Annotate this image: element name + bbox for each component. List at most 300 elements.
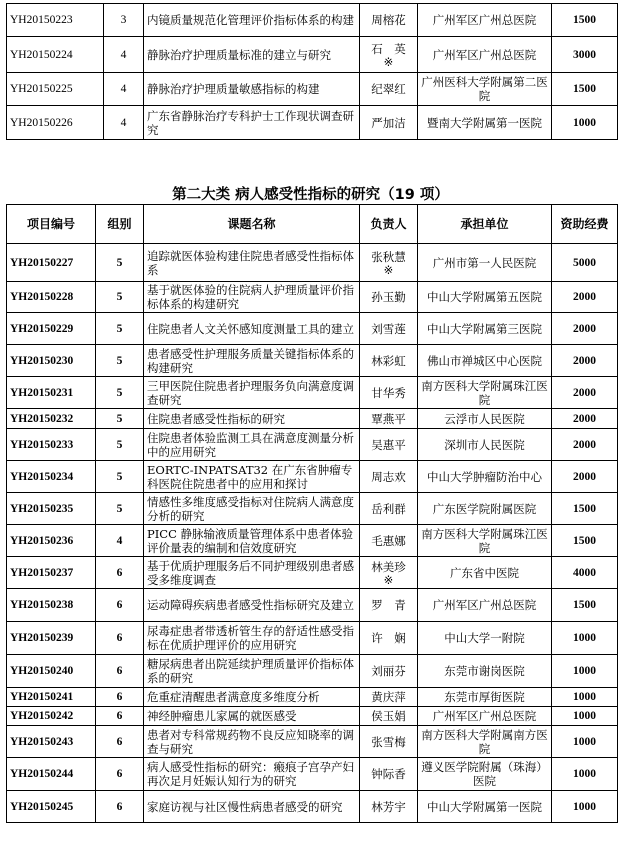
cell-owner bbox=[360, 429, 418, 461]
code-text: YH20150235 bbox=[10, 502, 74, 515]
cell-code bbox=[7, 461, 96, 493]
code-text: YH20150230 bbox=[10, 354, 74, 367]
owner-mark: ※ bbox=[383, 262, 394, 277]
cell-code bbox=[7, 409, 96, 429]
cell-group bbox=[96, 557, 144, 589]
unit-text: 中山大学附属第一医院 bbox=[427, 799, 542, 814]
code-text: YH20150229 bbox=[10, 322, 74, 335]
table-row bbox=[7, 313, 618, 345]
owner-text: 许 娴 bbox=[371, 631, 406, 645]
group-text: 4 bbox=[116, 534, 123, 547]
table-row bbox=[7, 345, 618, 377]
name-text: 家庭访视与社区慢性病患者感受的研究 bbox=[147, 799, 343, 814]
owner-text: 钟际香 bbox=[371, 767, 406, 781]
group-text: 5 bbox=[116, 412, 123, 425]
group-text: 5 bbox=[116, 354, 123, 367]
fund-text: 1000 bbox=[573, 691, 596, 703]
owner-text: 石 英 bbox=[371, 41, 406, 56]
cell-name bbox=[144, 409, 360, 429]
group-text: 6 bbox=[116, 632, 123, 644]
cell-unit bbox=[418, 655, 552, 688]
group-text: 6 bbox=[116, 691, 123, 703]
cell-unit bbox=[418, 313, 552, 345]
cell-name bbox=[144, 282, 360, 313]
cell-owner bbox=[360, 655, 418, 688]
owner-text: 周榕花 bbox=[371, 13, 406, 27]
fund-text: 2000 bbox=[573, 470, 596, 483]
cell-name bbox=[144, 557, 360, 589]
cell-fund bbox=[552, 37, 618, 73]
cell-unit bbox=[418, 791, 552, 823]
cell-fund bbox=[552, 461, 618, 493]
cell-group bbox=[104, 106, 144, 140]
cell-fund bbox=[552, 758, 618, 791]
owner-text: 覃燕平 bbox=[371, 411, 406, 426]
unit-text: 云浮市人民医院 bbox=[444, 411, 525, 426]
group-text: 6 bbox=[116, 665, 123, 677]
unit-text: 东莞市厚街医院 bbox=[444, 690, 525, 704]
name-text: EORTC-INPATSAT32 在广东省肿瘤专科医院住院患者中的应用和探讨 bbox=[147, 462, 353, 491]
name-text: PICC 静脉输液质量管理体系中患者体验评价量表的编制和信效度研究 bbox=[147, 526, 354, 555]
cell-unit bbox=[418, 106, 552, 140]
fund-text: 2000 bbox=[573, 354, 596, 367]
cell-code bbox=[7, 73, 104, 106]
fund-text: 1500 bbox=[573, 599, 596, 611]
owner-mark: ※ bbox=[383, 54, 394, 69]
owner-text: 林彩虹 bbox=[371, 353, 406, 368]
unit-text: 中山大学附属第三医院 bbox=[427, 321, 542, 336]
name-text: 糖尿病患者出院延续护理质量评价指标体系的研究 bbox=[147, 657, 354, 685]
cell-owner bbox=[360, 244, 418, 282]
cell-name bbox=[144, 73, 360, 106]
table-row bbox=[7, 688, 618, 707]
code-text: YH20150234 bbox=[10, 470, 74, 483]
fund-text: 1000 bbox=[573, 710, 596, 722]
cell-code bbox=[7, 688, 96, 707]
group-text: 5 bbox=[116, 438, 123, 451]
cell-fund bbox=[552, 4, 618, 37]
table-row bbox=[7, 493, 618, 525]
owner-text: 纪翠红 bbox=[371, 82, 406, 96]
fund-text: 1500 bbox=[573, 14, 596, 26]
cell-code bbox=[7, 655, 96, 688]
unit-text: 广州军区广州总医院 bbox=[432, 47, 537, 62]
owner-text: 周志欢 bbox=[371, 469, 406, 484]
cell-code bbox=[7, 244, 96, 282]
cell-group bbox=[96, 282, 144, 313]
owner-text: 黄庆萍 bbox=[371, 690, 406, 704]
cell-fund bbox=[552, 622, 618, 655]
cell-unit bbox=[418, 73, 552, 106]
cell-group bbox=[104, 4, 144, 37]
cell-unit bbox=[418, 525, 552, 557]
cell-group bbox=[96, 525, 144, 557]
cell-group bbox=[96, 377, 144, 409]
cell-group bbox=[96, 726, 144, 758]
unit-text: 深圳市人民医院 bbox=[444, 437, 525, 452]
cell-group bbox=[96, 758, 144, 791]
fund-text: 1000 bbox=[573, 116, 596, 129]
group-text: 6 bbox=[116, 800, 123, 813]
cell-group bbox=[96, 409, 144, 429]
header-unit: 承担单位 bbox=[418, 205, 552, 244]
name-text: 病人感受性指标的研究：瘢痕子宫孕产妇再次足月妊娠认知行为的研究 bbox=[147, 760, 354, 788]
table-header-row bbox=[7, 205, 618, 244]
cell-owner bbox=[360, 791, 418, 823]
group-text: 5 bbox=[116, 256, 123, 269]
group-text: 5 bbox=[116, 386, 123, 399]
code-text: YH20150239 bbox=[10, 632, 74, 644]
unit-text: 中山大学附属第五医院 bbox=[427, 290, 542, 304]
table-row bbox=[7, 589, 618, 622]
name-text: 患者对专科常规药物不良反应知晓率的调查与研究 bbox=[147, 727, 354, 756]
cell-owner bbox=[360, 525, 418, 557]
cell-group bbox=[96, 589, 144, 622]
table-row bbox=[7, 622, 618, 655]
name-text: 广东省静脉治疗专科护士工作现状调查研究 bbox=[147, 108, 354, 137]
code-text: YH20150228 bbox=[10, 291, 74, 303]
cell-owner bbox=[360, 4, 418, 37]
owner-text: 刘雪莲 bbox=[371, 321, 406, 336]
cell-fund bbox=[552, 282, 618, 313]
name-text: 追踪就医体验构建住院患者感受性指标体系 bbox=[147, 248, 354, 277]
cell-name bbox=[144, 4, 360, 37]
cell-group bbox=[104, 73, 144, 106]
name-text: 住院患者人文关怀感知度测量工具的建立 bbox=[147, 321, 354, 336]
name-text: 内镜质量规范化管理评价指标体系的构建 bbox=[147, 13, 354, 27]
unit-text: 东莞市谢岗医院 bbox=[444, 664, 525, 678]
cell-name bbox=[144, 791, 360, 823]
cell-name bbox=[144, 707, 360, 726]
cell-fund bbox=[552, 557, 618, 589]
fund-text: 2000 bbox=[573, 438, 596, 451]
fund-text: 1000 bbox=[573, 800, 596, 813]
cell-fund bbox=[552, 655, 618, 688]
cell-group bbox=[96, 622, 144, 655]
code-text: YH20150231 bbox=[10, 386, 74, 399]
cell-name bbox=[144, 525, 360, 557]
cell-owner bbox=[360, 313, 418, 345]
table-row bbox=[7, 726, 618, 758]
fund-text: 1000 bbox=[573, 665, 596, 677]
cell-fund bbox=[552, 106, 618, 140]
cell-code bbox=[7, 557, 96, 589]
cell-unit bbox=[418, 282, 552, 313]
code-text: YH20150240 bbox=[10, 665, 74, 677]
fund-text: 2000 bbox=[573, 291, 596, 303]
owner-text: 吴惠平 bbox=[371, 437, 406, 452]
cell-name bbox=[144, 313, 360, 345]
cell-code bbox=[7, 758, 96, 791]
cell-group bbox=[104, 37, 144, 73]
cell-fund bbox=[552, 244, 618, 282]
cell-code bbox=[7, 106, 104, 140]
fund-text: 1000 bbox=[573, 632, 596, 644]
owner-text: 林芳宇 bbox=[371, 799, 406, 814]
owner-text: 毛惠娜 bbox=[371, 533, 406, 548]
table-row bbox=[7, 525, 618, 557]
cell-unit bbox=[418, 726, 552, 758]
cell-name bbox=[144, 493, 360, 525]
fund-text: 1500 bbox=[573, 502, 596, 515]
group-text: 4 bbox=[120, 48, 127, 61]
unit-text: 广州医科大学附属第二医院 bbox=[421, 75, 548, 103]
code-text: YH20150226 bbox=[10, 116, 73, 129]
cell-owner bbox=[360, 37, 418, 73]
header-owner: 负责人 bbox=[360, 205, 418, 244]
unit-text: 暨南大学附属第一医院 bbox=[427, 115, 542, 130]
cell-fund bbox=[552, 525, 618, 557]
cell-owner bbox=[360, 345, 418, 377]
cell-fund bbox=[552, 589, 618, 622]
cell-group bbox=[96, 707, 144, 726]
group-text: 4 bbox=[120, 83, 127, 95]
unit-text: 遵义医学院附属（珠海）医院 bbox=[421, 760, 548, 788]
group-text: 6 bbox=[116, 599, 123, 611]
cell-name bbox=[144, 726, 360, 758]
cell-group bbox=[96, 461, 144, 493]
cell-group bbox=[96, 244, 144, 282]
unit-text: 佛山市禅城区中心医院 bbox=[427, 353, 542, 368]
fund-text: 1500 bbox=[573, 534, 596, 547]
cell-fund bbox=[552, 345, 618, 377]
cell-fund bbox=[552, 707, 618, 726]
cell-fund bbox=[552, 409, 618, 429]
table-row bbox=[7, 282, 618, 313]
cell-fund bbox=[552, 726, 618, 758]
table-row bbox=[7, 409, 618, 429]
cell-fund bbox=[552, 73, 618, 106]
cell-unit bbox=[418, 707, 552, 726]
name-text: 尿毒症患者带透析管生存的舒适性感受指标在优质护理评价的应用研究 bbox=[147, 624, 354, 652]
name-text: 运动障碍疾病患者感受性指标研究及建立 bbox=[147, 598, 354, 612]
unit-text: 广州军区广州总医院 bbox=[432, 709, 537, 723]
unit-text: 广东省中医院 bbox=[450, 565, 519, 580]
main-table bbox=[6, 204, 618, 823]
cell-owner bbox=[360, 282, 418, 313]
unit-text: 广州军区广州总医院 bbox=[432, 598, 537, 612]
cell-owner bbox=[360, 461, 418, 493]
cell-owner bbox=[360, 557, 418, 589]
code-text: YH20150245 bbox=[10, 800, 74, 813]
cell-owner bbox=[360, 707, 418, 726]
fund-text: 2000 bbox=[573, 322, 596, 335]
group-text: 4 bbox=[120, 116, 127, 129]
unit-text: 南方医科大学附属珠江医院 bbox=[421, 378, 548, 407]
code-text: YH20150223 bbox=[10, 14, 73, 26]
cell-unit bbox=[418, 493, 552, 525]
cell-owner bbox=[360, 726, 418, 758]
fund-text: 5000 bbox=[573, 256, 596, 269]
cell-unit bbox=[418, 409, 552, 429]
owner-text: 甘华秀 bbox=[371, 385, 406, 400]
cell-name bbox=[144, 37, 360, 73]
table-row bbox=[7, 461, 618, 493]
fund-text: 2000 bbox=[573, 412, 596, 425]
header-fund: 资助经费 bbox=[552, 205, 618, 244]
cell-owner bbox=[360, 377, 418, 409]
name-text: 情感性多维度感受指标对住院病人满意度分析的研究 bbox=[147, 494, 354, 523]
fund-text: 1000 bbox=[573, 735, 596, 748]
unit-text: 广东医学院附属医院 bbox=[432, 501, 537, 516]
fund-text: 4000 bbox=[573, 566, 596, 579]
owner-text: 严加洁 bbox=[371, 115, 406, 130]
section-title: 第二大类 病人感受性指标的研究（19 项） bbox=[172, 187, 449, 203]
table-row bbox=[7, 758, 618, 791]
cell-group bbox=[96, 429, 144, 461]
name-text: 基于就医体验的住院病人护理质量评价指标体系的构建研究 bbox=[147, 283, 354, 311]
group-text: 6 bbox=[116, 768, 123, 780]
cell-group bbox=[96, 313, 144, 345]
cell-unit bbox=[418, 688, 552, 707]
cell-group bbox=[96, 493, 144, 525]
cell-fund bbox=[552, 791, 618, 823]
fund-text: 3000 bbox=[573, 48, 596, 61]
group-text: 5 bbox=[116, 470, 123, 483]
top-table bbox=[6, 3, 618, 140]
cell-unit bbox=[418, 345, 552, 377]
code-text: YH20150243 bbox=[10, 735, 74, 748]
cell-code bbox=[7, 589, 96, 622]
cell-group bbox=[96, 655, 144, 688]
cell-group bbox=[96, 345, 144, 377]
cell-name bbox=[144, 345, 360, 377]
unit-text: 南方医科大学附属珠江医院 bbox=[421, 526, 548, 555]
code-text: YH20150241 bbox=[10, 691, 74, 703]
fund-text: 1000 bbox=[573, 768, 596, 780]
cell-owner bbox=[360, 409, 418, 429]
cell-code bbox=[7, 313, 96, 345]
unit-text: 广州市第一人民医院 bbox=[432, 255, 537, 270]
unit-text: 南方医科大学附属南方医院 bbox=[421, 727, 548, 756]
group-text: 6 bbox=[116, 710, 123, 722]
cell-fund bbox=[552, 493, 618, 525]
cell-name bbox=[144, 377, 360, 409]
group-text: 6 bbox=[116, 735, 123, 748]
table-row bbox=[7, 429, 618, 461]
group-text: 5 bbox=[116, 502, 123, 515]
name-text: 神经肿瘤患儿家属的就医感受 bbox=[147, 709, 297, 723]
cell-owner bbox=[360, 589, 418, 622]
cell-unit bbox=[418, 4, 552, 37]
group-text: 6 bbox=[116, 566, 123, 579]
header-code: 项目编号 bbox=[7, 205, 96, 244]
cell-group bbox=[96, 791, 144, 823]
cell-name bbox=[144, 244, 360, 282]
unit-text: 中山大学肿瘤防治中心 bbox=[427, 469, 542, 484]
cell-fund bbox=[552, 429, 618, 461]
cell-unit bbox=[418, 589, 552, 622]
cell-code bbox=[7, 429, 96, 461]
cell-code bbox=[7, 791, 96, 823]
cell-owner bbox=[360, 106, 418, 140]
unit-text: 广州军区广州总医院 bbox=[432, 13, 537, 27]
cell-owner bbox=[360, 688, 418, 707]
code-text: YH20150242 bbox=[10, 710, 74, 722]
cell-name bbox=[144, 655, 360, 688]
owner-text: 张雪梅 bbox=[371, 734, 406, 749]
cell-unit bbox=[418, 461, 552, 493]
cell-owner bbox=[360, 622, 418, 655]
cell-code bbox=[7, 493, 96, 525]
code-text: YH20150225 bbox=[10, 83, 73, 95]
group-text: 5 bbox=[116, 291, 123, 303]
code-text: YH20150244 bbox=[10, 768, 74, 780]
code-text: YH20150237 bbox=[10, 566, 74, 579]
header-name: 课题名称 bbox=[144, 205, 360, 244]
code-text: YH20150236 bbox=[10, 534, 74, 547]
owner-text: 林美珍 bbox=[371, 559, 406, 574]
owner-text: 岳利群 bbox=[371, 501, 406, 516]
code-text: YH20150232 bbox=[10, 412, 74, 425]
cell-code bbox=[7, 525, 96, 557]
cell-unit bbox=[418, 377, 552, 409]
code-text: YH20150238 bbox=[10, 599, 74, 611]
fund-text: 2000 bbox=[573, 386, 596, 399]
table-row bbox=[7, 4, 618, 37]
cell-code bbox=[7, 345, 96, 377]
owner-text: 刘丽芬 bbox=[371, 664, 406, 678]
cell-code bbox=[7, 377, 96, 409]
cell-code bbox=[7, 726, 96, 758]
table-row bbox=[7, 791, 618, 823]
cell-unit bbox=[418, 429, 552, 461]
owner-text: 罗 青 bbox=[371, 598, 406, 612]
cell-name bbox=[144, 622, 360, 655]
table-row bbox=[7, 377, 618, 409]
name-text: 静脉治疗护理质量敏感指标的构建 bbox=[147, 82, 320, 96]
owner-text: 孙玉勤 bbox=[371, 290, 406, 304]
owner-mark: ※ bbox=[383, 572, 394, 587]
code-text: YH20150224 bbox=[10, 48, 73, 61]
name-text: 住院患者体验监测工具在满意度测量分析中的应用研究 bbox=[147, 430, 354, 459]
cell-code bbox=[7, 4, 104, 37]
cell-code bbox=[7, 622, 96, 655]
cell-unit bbox=[418, 244, 552, 282]
unit-text: 中山大学一附院 bbox=[444, 631, 525, 645]
code-text: YH20150227 bbox=[10, 256, 74, 269]
table-row bbox=[7, 73, 618, 106]
cell-unit bbox=[418, 758, 552, 791]
cell-owner bbox=[360, 73, 418, 106]
name-text: 基于优质护理服务后不同护理级别患者感受多维度调查 bbox=[147, 558, 354, 587]
cell-unit bbox=[418, 37, 552, 73]
name-text: 住院患者感受性指标的研究 bbox=[147, 411, 285, 426]
name-text: 三甲医院住院患者护理服务负向满意度调查研究 bbox=[147, 378, 354, 407]
owner-text: 侯玉娟 bbox=[371, 709, 406, 723]
cell-code bbox=[7, 707, 96, 726]
fund-text: 1500 bbox=[573, 83, 596, 95]
name-text: 危重症清醒患者满意度多维度分析 bbox=[147, 690, 320, 704]
cell-unit bbox=[418, 622, 552, 655]
cell-code bbox=[7, 282, 96, 313]
name-text: 患者感受性护理服务质量关键指标体系的构建研究 bbox=[147, 346, 354, 375]
cell-owner bbox=[360, 493, 418, 525]
table-row bbox=[7, 244, 618, 282]
header-group: 组别 bbox=[96, 205, 144, 244]
cell-group bbox=[96, 688, 144, 707]
cell-name bbox=[144, 688, 360, 707]
table-row bbox=[7, 37, 618, 73]
cell-fund bbox=[552, 377, 618, 409]
code-text: YH20150233 bbox=[10, 438, 74, 451]
cell-name bbox=[144, 589, 360, 622]
name-text: 静脉治疗护理质量标准的建立与研究 bbox=[147, 47, 331, 62]
owner-text: 张秋慧 bbox=[371, 249, 406, 264]
cell-code bbox=[7, 37, 104, 73]
group-text: 5 bbox=[116, 322, 123, 335]
cell-fund bbox=[552, 688, 618, 707]
